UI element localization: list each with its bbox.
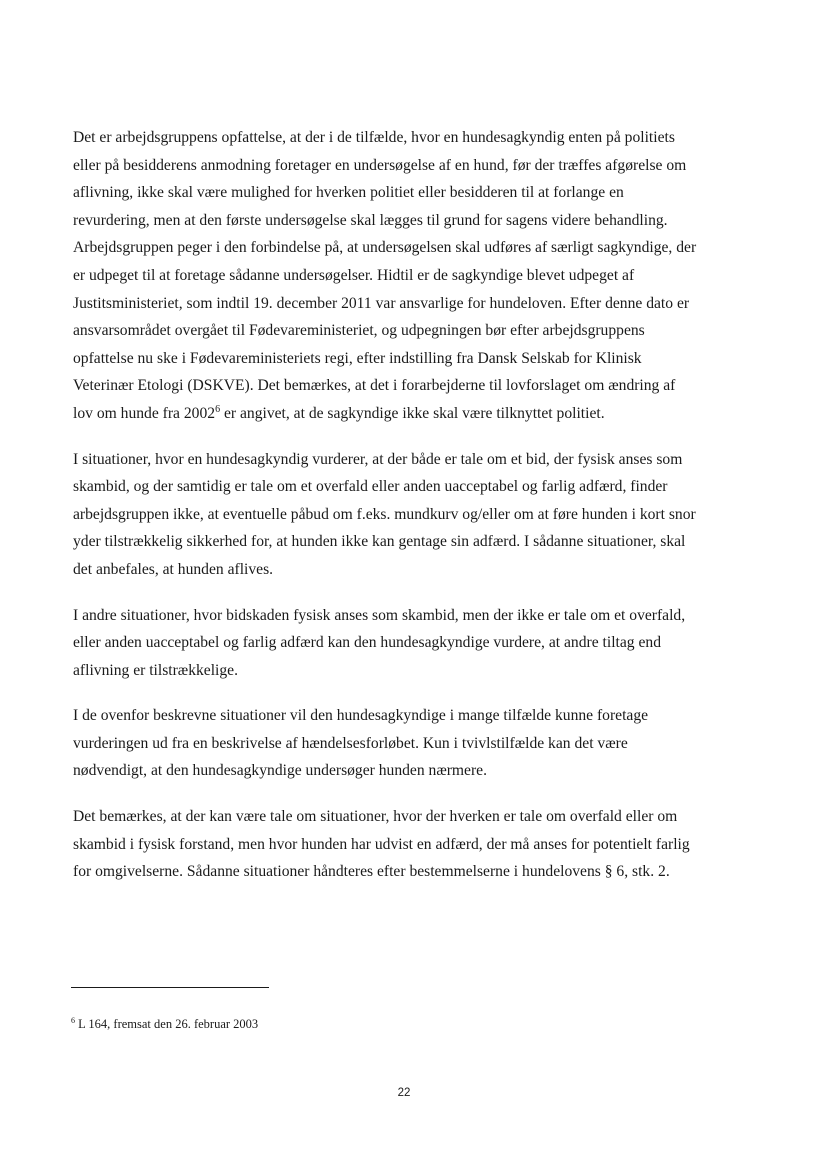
footnote-number: 6 xyxy=(71,1016,75,1025)
paragraph-5 xyxy=(73,803,745,886)
text-line: vurderingen ud fra en beskrivelse af hændelsesforløbet. Kun i tvivlstilfælde kan det være xyxy=(73,734,628,752)
footnote-divider xyxy=(71,987,269,988)
text-line: Justitsministeriet, som indtil 19. december 2011 var ansvarlige for hundeloven. Efter denne dato er xyxy=(73,294,690,312)
text-line: eller på besidderens anmodning foretager en undersøgelse af en hund, før der træffes afgørelse om xyxy=(73,156,687,174)
text-line: opfattelse nu ske i Fødevareministeriets regi, efter indstilling fra Dansk Selskab for Klinisk xyxy=(73,349,642,367)
text-line: aflivning er tilstrækkelige. xyxy=(73,661,238,679)
page-number: 22 xyxy=(397,1087,411,1099)
text-line: arbejdsgruppen ikke, at eventuelle påbud om f.eks. mundkurv og/eller om at føre hunden i kort snor xyxy=(73,505,696,523)
text-line: det anbefales, at hunden aflives. xyxy=(73,560,274,578)
text-line: I de ovenfor beskrevne situationer vil den hundesagkyndige i mange tilfælde kunne foretage xyxy=(73,707,649,725)
footnote-reference[interactable]: 6 xyxy=(215,403,221,415)
text-line: yder tilstrækkelig sikkerhed for, at hunden ikke kan gentage sin adfærd. I sådanne situationer, skal xyxy=(73,533,686,551)
paragraph-2 xyxy=(73,446,745,584)
text-line: skambid i fysisk forstand, men hvor hunden har udvist en adfærd, der må anses for potentielt farlig xyxy=(73,835,690,853)
text-line: Arbejdsgruppen peger i den forbindelse på, at undersøgelsen skal udføres af særligt sagkyndige, der xyxy=(73,239,697,257)
text-line: nødvendigt, at den hundesagkyndige undersøger hunden nærmere. xyxy=(73,762,487,780)
footnote-text: L 164, fremsat den 26. februar 2003 xyxy=(75,1017,259,1031)
text-segment: lov om hunde fra 2002 xyxy=(73,404,216,422)
body-text xyxy=(73,124,745,904)
text-line: aflivning, ikke skal være mulighed for hverken politiet eller besidderen til at forlange en xyxy=(73,184,624,202)
text-segment: er angivet, at de sagkyndige ikke skal være tilknyttet politiet. xyxy=(220,404,605,422)
text-line: Det er arbejdsgruppens opfattelse, at der i de tilfælde, hvor en hundesagkyndig enten på politiets xyxy=(73,129,675,146)
text-line xyxy=(73,400,745,428)
text-line: I andre situationer, hvor bidskaden fysisk anses som skambid, men der ikke er tale om et overfald, xyxy=(73,606,686,624)
text-line: ansvarsområdet overgået til Fødevareministeriet, og udpegningen bør efter arbejdsgruppens xyxy=(73,322,645,340)
footnote xyxy=(71,1017,258,1032)
text-line: Det bemærkes, at der kan være tale om situationer, hvor der hverken er tale om overfald eller om xyxy=(73,808,678,826)
text-line: for omgivelserne. Sådanne situationer håndteres efter bestemmelserne i hundelovens § 6, stk. 2. xyxy=(73,863,670,881)
paragraph-4 xyxy=(73,702,745,785)
text-line: revurdering, men at den første undersøgelse skal lægges til grund for sagens videre behandling. xyxy=(73,211,668,229)
text-line: skambid, og der samtidig er tale om et overfald eller anden uacceptabel og farlig adfærd, finder xyxy=(73,478,668,496)
text-line: Veterinær Etologi (DSKVE). Det bemærkes, at det i forarbejderne til lovforslaget om ændring af xyxy=(73,377,676,395)
paragraph-1 xyxy=(73,124,745,428)
text-line: er udpeget til at foretage sådanne undersøgelser. Hidtil er de sagkyndige blevet udpeget af xyxy=(73,266,635,284)
paragraph-3 xyxy=(73,602,745,685)
text-line: eller anden uacceptabel og farlig adfærd kan den hundesagkyndige vurdere, at andre tiltag end xyxy=(73,634,661,652)
text-line: I situationer, hvor en hundesagkyndig vurderer, at der både er tale om et bid, der fysisk anses som xyxy=(73,450,683,468)
